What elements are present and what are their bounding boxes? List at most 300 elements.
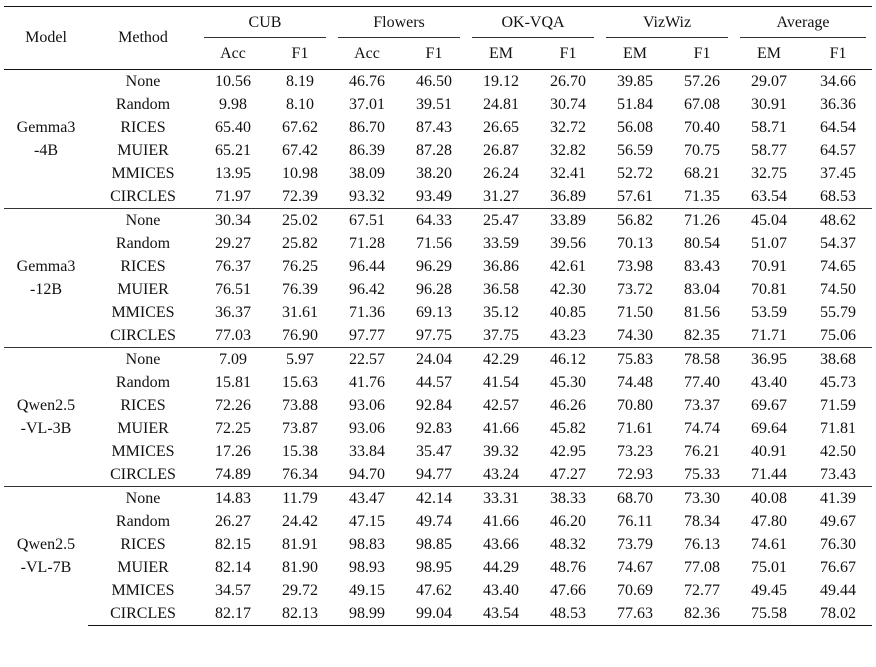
value-cell: 83.04 xyxy=(684,280,721,298)
value-cell: 71.97 xyxy=(215,187,251,205)
value-cell: 75.33 xyxy=(684,465,721,483)
method-cell: RICES xyxy=(120,396,166,414)
value-cell: 24.04 xyxy=(402,348,466,372)
model-name xyxy=(4,348,88,487)
value-cell: 33.31 xyxy=(466,487,536,511)
table-row xyxy=(4,70,872,94)
value-cell: 64.54 xyxy=(820,118,857,136)
value-cell: 70.69 xyxy=(617,581,654,599)
value-cell: 78.58 xyxy=(670,348,734,372)
value-cell: 86.39 xyxy=(349,141,385,159)
value-cell: 67.51 xyxy=(332,209,402,233)
value-cell: 97.77 xyxy=(349,326,385,344)
table-row xyxy=(4,255,872,278)
value-cell: 38.68 xyxy=(804,348,872,372)
value-cell: 15.38 xyxy=(282,442,318,460)
subheader-okvqa-f1: F1 xyxy=(536,38,600,70)
model-group xyxy=(4,487,872,626)
value-cell: 73.87 xyxy=(282,419,318,437)
method-cell: CIRCLES xyxy=(110,326,176,344)
value-cell: 31.61 xyxy=(282,303,318,321)
value-cell: 72.25 xyxy=(215,419,251,437)
value-cell: 32.72 xyxy=(550,118,586,136)
value-cell: 45.73 xyxy=(820,373,857,391)
value-cell: 70.81 xyxy=(751,280,788,298)
value-cell: 72.93 xyxy=(617,465,654,483)
value-cell: 31.27 xyxy=(483,187,519,205)
header-method: Method xyxy=(88,7,198,70)
value-cell: 96.28 xyxy=(416,280,452,298)
value-cell: 76.21 xyxy=(684,442,721,460)
value-cell: 98.95 xyxy=(416,558,452,576)
value-cell: 74.50 xyxy=(820,280,857,298)
table-row xyxy=(4,371,872,394)
value-cell: 48.62 xyxy=(804,209,872,233)
table-row xyxy=(4,232,872,255)
value-cell: 52.72 xyxy=(617,164,654,182)
table-row xyxy=(4,533,872,556)
value-cell: 15.81 xyxy=(215,373,251,391)
value-cell: 46.20 xyxy=(550,512,586,530)
value-cell: 96.42 xyxy=(349,280,385,298)
model-group xyxy=(4,348,872,487)
value-cell: 29.27 xyxy=(215,234,251,252)
table-row xyxy=(4,139,872,162)
value-cell: 13.95 xyxy=(215,164,251,182)
value-cell: 30.34 xyxy=(198,209,268,233)
value-cell: 78.02 xyxy=(804,602,872,626)
value-cell: 42.50 xyxy=(820,442,857,460)
value-cell: 41.66 xyxy=(483,419,519,437)
subheader-average-em: EM xyxy=(734,38,804,70)
value-cell: 70.91 xyxy=(751,257,788,275)
value-cell: 47.27 xyxy=(550,465,586,483)
value-cell: 93.06 xyxy=(349,419,385,437)
value-cell: 36.58 xyxy=(483,280,519,298)
value-cell: 40.85 xyxy=(550,303,586,321)
value-cell: 36.95 xyxy=(734,348,804,372)
table-row xyxy=(4,324,872,348)
value-cell: 77.63 xyxy=(600,602,670,626)
method-cell: RICES xyxy=(120,535,166,553)
value-cell: 70.80 xyxy=(617,396,654,414)
value-cell: 34.66 xyxy=(820,72,857,90)
value-cell: 43.40 xyxy=(751,373,788,391)
method-cell: CIRCLES xyxy=(88,602,198,626)
value-cell: 71.71 xyxy=(751,326,788,344)
value-cell: 42.61 xyxy=(550,257,586,275)
value-cell: 48.32 xyxy=(550,535,586,553)
value-cell: 43.23 xyxy=(550,326,586,344)
table-row xyxy=(4,556,872,579)
method-cell: Random xyxy=(115,95,171,113)
value-cell: 81.91 xyxy=(282,535,318,553)
table-row xyxy=(4,278,872,301)
subheader-flowers-f1: F1 xyxy=(402,38,466,70)
value-cell: 40.08 xyxy=(734,487,804,511)
table-row xyxy=(4,510,872,533)
value-cell: 45.30 xyxy=(550,373,586,391)
value-cell: 71.26 xyxy=(670,209,734,233)
value-cell: 49.15 xyxy=(349,581,385,599)
value-cell: 41.76 xyxy=(349,373,385,391)
value-cell: 82.35 xyxy=(684,326,721,344)
value-cell: 37.01 xyxy=(349,95,385,113)
method-cell: None xyxy=(88,487,198,511)
model-group xyxy=(4,70,872,209)
value-cell: 25.82 xyxy=(282,234,318,252)
model-name-line1: Gemma3 xyxy=(16,119,76,136)
value-cell: 74.61 xyxy=(751,535,788,553)
value-cell: 38.09 xyxy=(349,164,385,182)
value-cell: 71.81 xyxy=(820,419,857,437)
value-cell: 71.36 xyxy=(349,303,385,321)
value-cell: 69.64 xyxy=(751,419,788,437)
value-cell: 67.08 xyxy=(684,95,721,113)
header-model: Model xyxy=(4,7,88,70)
method-cell: MUIER xyxy=(117,141,169,159)
value-cell: 56.08 xyxy=(617,118,654,136)
value-cell: 36.89 xyxy=(550,187,586,205)
value-cell: 47.15 xyxy=(349,512,385,530)
value-cell: 43.66 xyxy=(483,535,519,553)
value-cell: 26.70 xyxy=(550,72,586,90)
value-cell: 68.53 xyxy=(820,187,857,205)
value-cell: 29.07 xyxy=(751,72,788,90)
table-row xyxy=(4,116,872,139)
value-cell: 73.88 xyxy=(282,396,318,414)
value-cell: 98.85 xyxy=(416,535,452,553)
value-cell: 19.12 xyxy=(483,72,519,90)
value-cell: 33.89 xyxy=(536,209,600,233)
model-name xyxy=(4,70,88,209)
value-cell: 32.82 xyxy=(550,141,586,159)
value-cell: 36.86 xyxy=(483,257,519,275)
value-cell: 43.54 xyxy=(466,602,536,626)
value-cell: 44.57 xyxy=(416,373,452,391)
model-name-line2: -4B xyxy=(34,142,58,159)
value-cell: 43.47 xyxy=(332,487,402,511)
value-cell: 48.53 xyxy=(536,602,600,626)
value-cell: 73.43 xyxy=(820,465,857,483)
header-group-cub: CUB xyxy=(198,7,332,39)
value-cell: 39.85 xyxy=(617,72,654,90)
value-cell: 10.98 xyxy=(282,164,318,182)
method-cell: CIRCLES xyxy=(110,187,176,205)
value-cell: 69.13 xyxy=(416,303,452,321)
value-cell: 37.75 xyxy=(483,326,519,344)
value-cell: 41.66 xyxy=(483,512,519,530)
method-cell: MMICES xyxy=(111,581,175,599)
value-cell: 71.59 xyxy=(820,396,857,414)
value-cell: 65.40 xyxy=(215,118,251,136)
value-cell: 93.06 xyxy=(349,396,385,414)
value-cell: 17.26 xyxy=(215,442,251,460)
table-row xyxy=(4,301,872,324)
value-cell: 57.26 xyxy=(684,72,721,90)
value-cell: 98.83 xyxy=(349,535,385,553)
table-row xyxy=(4,579,872,602)
value-cell: 73.79 xyxy=(617,535,654,553)
method-cell: Random xyxy=(115,234,171,252)
value-cell: 67.62 xyxy=(282,118,318,136)
model-name-line2: -VL-3B xyxy=(20,420,72,437)
value-cell: 53.59 xyxy=(751,303,788,321)
value-cell: 65.21 xyxy=(215,141,251,159)
table-row xyxy=(4,394,872,417)
value-cell: 71.44 xyxy=(751,465,788,483)
value-cell: 46.12 xyxy=(536,348,600,372)
value-cell: 68.21 xyxy=(684,164,721,182)
table-row xyxy=(4,162,872,185)
value-cell: 73.37 xyxy=(684,396,721,414)
value-cell: 55.79 xyxy=(820,303,857,321)
value-cell: 32.41 xyxy=(550,164,586,182)
value-cell: 72.26 xyxy=(215,396,251,414)
value-cell: 39.56 xyxy=(550,234,586,252)
value-cell: 81.56 xyxy=(684,303,721,321)
value-cell: 30.74 xyxy=(550,95,586,113)
value-cell: 64.33 xyxy=(402,209,466,233)
model-name xyxy=(4,487,88,626)
value-cell: 25.47 xyxy=(466,209,536,233)
value-cell: 68.70 xyxy=(600,487,670,511)
value-cell: 25.02 xyxy=(268,209,332,233)
subheader-cub-f1: F1 xyxy=(268,38,332,70)
value-cell: 36.36 xyxy=(820,95,857,113)
value-cell: 74.65 xyxy=(820,257,857,275)
table-row xyxy=(4,417,872,440)
model-name xyxy=(4,209,88,348)
value-cell: 76.90 xyxy=(282,326,318,344)
subheader-vizwiz-em: EM xyxy=(600,38,670,70)
value-cell: 76.11 xyxy=(617,512,653,530)
table-row xyxy=(4,602,872,626)
value-cell: 98.93 xyxy=(349,558,385,576)
value-cell: 73.23 xyxy=(617,442,654,460)
value-cell: 96.44 xyxy=(349,257,385,275)
value-cell: 46.50 xyxy=(416,72,452,90)
value-cell: 82.14 xyxy=(215,558,251,576)
value-cell: 36.37 xyxy=(215,303,251,321)
value-cell: 33.84 xyxy=(349,442,385,460)
value-cell: 49.67 xyxy=(820,512,857,530)
value-cell: 42.29 xyxy=(466,348,536,372)
header-group-flowers: Flowers xyxy=(332,7,466,39)
value-cell: 70.13 xyxy=(617,234,654,252)
method-cell: CIRCLES xyxy=(110,465,176,483)
value-cell: 71.35 xyxy=(684,187,721,205)
value-cell: 74.30 xyxy=(617,326,654,344)
table-row xyxy=(4,93,872,116)
value-cell: 26.27 xyxy=(215,512,251,530)
model-name-line1: Qwen2.5 xyxy=(16,536,76,554)
value-cell: 82.17 xyxy=(198,602,268,626)
value-cell: 74.74 xyxy=(684,419,721,437)
value-cell: 8.10 xyxy=(286,95,314,113)
value-cell: 26.65 xyxy=(483,118,519,136)
value-cell: 76.30 xyxy=(820,535,857,553)
value-cell: 82.36 xyxy=(670,602,734,626)
value-cell: 15.63 xyxy=(282,373,318,391)
value-cell: 76.25 xyxy=(282,257,318,275)
header-group-vizwiz: VizWiz xyxy=(600,7,734,39)
value-cell: 37.45 xyxy=(820,164,857,182)
value-cell: 56.59 xyxy=(617,141,654,159)
value-cell: 81.90 xyxy=(282,558,318,576)
value-cell: 96.29 xyxy=(416,257,452,275)
value-cell: 71.28 xyxy=(349,234,385,252)
value-cell: 77.08 xyxy=(684,558,721,576)
table-row xyxy=(4,440,872,463)
value-cell: 94.70 xyxy=(349,465,385,483)
value-cell: 35.47 xyxy=(416,442,452,460)
value-cell: 76.67 xyxy=(820,558,857,576)
value-cell: 32.75 xyxy=(751,164,788,182)
value-cell: 99.04 xyxy=(402,602,466,626)
value-cell: 47.62 xyxy=(416,581,452,599)
value-cell: 76.39 xyxy=(282,280,318,298)
method-cell: MUIER xyxy=(117,419,169,437)
value-cell: 75.06 xyxy=(820,326,857,344)
model-name-line2: -VL-7B xyxy=(20,559,72,577)
value-cell: 26.24 xyxy=(483,164,519,182)
value-cell: 69.67 xyxy=(751,396,788,414)
results-table xyxy=(4,6,872,626)
value-cell: 57.61 xyxy=(617,187,654,205)
value-cell: 86.70 xyxy=(349,118,385,136)
method-cell: MUIER xyxy=(117,558,169,576)
value-cell: 26.87 xyxy=(483,141,519,159)
subheader-average-f1: F1 xyxy=(804,38,872,70)
value-cell: 83.43 xyxy=(684,257,721,275)
method-cell: Random xyxy=(115,512,171,530)
value-cell: 75.58 xyxy=(734,602,804,626)
value-cell: 39.51 xyxy=(416,95,452,113)
value-cell: 78.34 xyxy=(684,512,721,530)
model-name-line1: Gemma3 xyxy=(16,258,76,275)
value-cell: 41.54 xyxy=(483,373,519,391)
method-cell: MUIER xyxy=(117,280,169,298)
value-cell: 30.91 xyxy=(751,95,788,113)
value-cell: 5.97 xyxy=(268,348,332,372)
value-cell: 87.28 xyxy=(416,141,452,159)
table-row xyxy=(4,487,872,511)
value-cell: 58.71 xyxy=(751,118,788,136)
value-cell: 75.01 xyxy=(751,558,788,576)
header-group-okvqa: OK-VQA xyxy=(466,7,600,39)
method-cell: None xyxy=(88,348,198,372)
table-row xyxy=(4,209,872,233)
model-name-line1: Qwen2.5 xyxy=(16,397,76,414)
value-cell: 43.40 xyxy=(483,581,519,599)
value-cell: 76.51 xyxy=(215,280,251,298)
method-cell: Random xyxy=(115,373,171,391)
method-cell: RICES xyxy=(120,257,166,275)
value-cell: 35.12 xyxy=(483,303,519,321)
value-cell: 71.50 xyxy=(617,303,654,321)
value-cell: 76.13 xyxy=(684,535,721,553)
value-cell: 48.76 xyxy=(550,558,586,576)
model-group xyxy=(4,209,872,348)
value-cell: 34.57 xyxy=(215,581,251,599)
model-name-line2: -12B xyxy=(30,281,62,298)
value-cell: 42.14 xyxy=(402,487,466,511)
subheader-flowers-acc: Acc xyxy=(332,38,402,70)
value-cell: 97.75 xyxy=(416,326,452,344)
value-cell: 73.30 xyxy=(670,487,734,511)
value-cell: 82.13 xyxy=(268,602,332,626)
value-cell: 77.40 xyxy=(684,373,721,391)
value-cell: 64.57 xyxy=(820,141,857,159)
value-cell: 42.95 xyxy=(550,442,586,460)
value-cell: 70.75 xyxy=(684,141,721,159)
method-cell: None xyxy=(88,209,198,233)
method-cell: MMICES xyxy=(111,442,175,460)
value-cell: 75.83 xyxy=(600,348,670,372)
value-cell: 94.77 xyxy=(416,465,452,483)
value-cell: 10.56 xyxy=(215,72,251,90)
value-cell: 47.66 xyxy=(550,581,586,599)
value-cell: 46.26 xyxy=(550,396,586,414)
value-cell: 9.98 xyxy=(219,95,247,113)
method-cell: None xyxy=(125,72,161,90)
value-cell: 24.81 xyxy=(483,95,519,113)
value-cell: 87.43 xyxy=(416,118,452,136)
value-cell: 39.32 xyxy=(483,442,519,460)
subheader-okvqa-em: EM xyxy=(466,38,536,70)
value-cell: 71.56 xyxy=(416,234,452,252)
subheader-vizwiz-f1: F1 xyxy=(670,38,734,70)
value-cell: 58.77 xyxy=(751,141,788,159)
value-cell: 33.59 xyxy=(483,234,519,252)
value-cell: 74.89 xyxy=(215,465,251,483)
value-cell: 45.04 xyxy=(734,209,804,233)
value-cell: 24.42 xyxy=(282,512,318,530)
value-cell: 51.07 xyxy=(751,234,788,252)
value-cell: 43.24 xyxy=(483,465,519,483)
value-cell: 49.45 xyxy=(751,581,788,599)
header-group-average: Average xyxy=(734,7,872,39)
value-cell: 77.03 xyxy=(215,326,251,344)
value-cell: 74.67 xyxy=(617,558,654,576)
value-cell: 93.32 xyxy=(349,187,385,205)
value-cell: 74.48 xyxy=(617,373,654,391)
subheader-cub-acc: Acc xyxy=(198,38,268,70)
value-cell: 45.82 xyxy=(550,419,586,437)
value-cell: 11.79 xyxy=(268,487,332,511)
table-row xyxy=(4,463,872,487)
value-cell: 80.54 xyxy=(684,234,721,252)
value-cell: 82.15 xyxy=(215,535,251,553)
value-cell: 67.42 xyxy=(282,141,318,159)
value-cell: 76.37 xyxy=(215,257,251,275)
value-cell: 38.20 xyxy=(416,164,452,182)
value-cell: 44.29 xyxy=(483,558,519,576)
value-cell: 56.82 xyxy=(600,209,670,233)
value-cell: 51.84 xyxy=(617,95,654,113)
value-cell: 71.61 xyxy=(617,419,654,437)
value-cell: 47.80 xyxy=(751,512,788,530)
value-cell: 92.84 xyxy=(416,396,452,414)
table-row xyxy=(4,348,872,372)
value-cell: 93.49 xyxy=(416,187,452,205)
value-cell: 54.37 xyxy=(820,234,857,252)
method-cell: MMICES xyxy=(111,164,175,182)
value-cell: 72.77 xyxy=(684,581,721,599)
table-row xyxy=(4,185,872,209)
value-cell: 49.44 xyxy=(820,581,857,599)
